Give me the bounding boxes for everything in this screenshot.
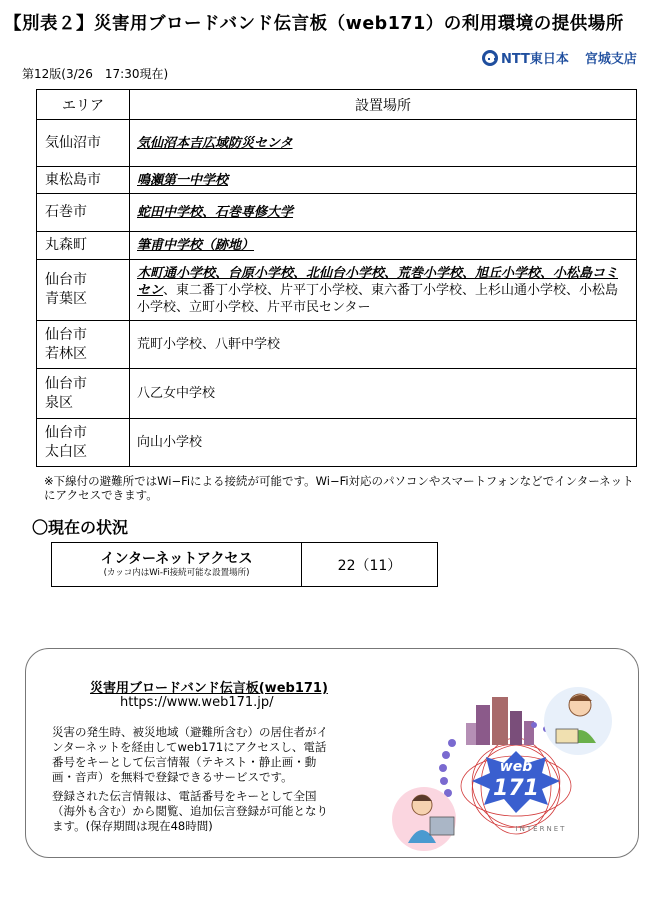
places-cell: [130, 419, 637, 467]
info-description-2: 登録された伝言情報は、電話番号をキーとして全国（海外も含む）から閲覧、追加伝言登録が可能となります。(保存期間は現在48時間): [52, 789, 328, 833]
area-cell: 東松島市: [37, 167, 130, 194]
place-text: 向山小学校: [137, 435, 203, 450]
table-header-row: [37, 90, 637, 120]
table-row: [37, 260, 637, 321]
wifi-place-link[interactable]: 筆甫中学校（跡地）: [137, 238, 255, 253]
area-cell: 仙台市 太白区: [37, 419, 130, 467]
status-heading: 〇現在の状況: [32, 518, 129, 537]
table-row: [37, 232, 637, 260]
status-label-cell: [52, 543, 302, 587]
ntt-logo: [482, 48, 637, 67]
web171-info-box: [25, 648, 639, 858]
logo-text-web: web: [499, 759, 533, 775]
place-text: 、東二番丁小学校、片平丁小学校、東六番丁小学校、上杉山通小学校、小松島小学校、立町小学校、片平市民センター: [137, 282, 619, 315]
area-cell: 仙台市 泉区: [37, 369, 130, 419]
wifi-place-link[interactable]: 木町通小学校、台原小学校、北仙台小学校、荒巻小学校、旭丘小学校、小松島コミセン: [137, 265, 619, 298]
area-cell: 仙台市 青葉区: [37, 260, 130, 321]
place-text: 八乙女中学校: [137, 386, 216, 401]
status-value: 22（11）: [302, 543, 438, 587]
area-cell: 石巻市: [37, 194, 130, 232]
person-laptop-icon: [544, 687, 612, 755]
table-row: [37, 321, 637, 369]
area-cell: 気仙沼市: [37, 120, 130, 167]
places-cell: [130, 369, 637, 419]
city-buildings-icon: [466, 697, 534, 745]
places-cell: [130, 260, 637, 321]
column-header-places: 設置場所: [130, 90, 637, 120]
company-name: NTT東日本: [501, 52, 569, 67]
column-header-area: エリア: [37, 90, 130, 120]
status-table: [51, 542, 438, 587]
ntt-logo-icon: [482, 50, 498, 66]
status-sublabel: (カッコ内はWi-Fi接続可能な設置場所): [103, 568, 250, 578]
places-cell: [130, 194, 637, 232]
wifi-place-link[interactable]: 蛇田中学校、石巻専修大学: [137, 205, 294, 220]
places-cell: [130, 167, 637, 194]
wifi-place-link[interactable]: 気仙沼本吉広域防災センタ: [137, 135, 293, 151]
table-row: [37, 194, 637, 232]
places-cell: [130, 321, 637, 369]
branch-name: 宮城支店: [584, 52, 637, 67]
wifi-place-link[interactable]: 鳴瀬第一中学校: [137, 172, 229, 188]
table-row: [37, 120, 637, 167]
person-computer-icon: [392, 787, 456, 851]
status-row: [52, 543, 438, 587]
logo-text-number: 171: [493, 776, 539, 801]
info-url-link[interactable]: https://www.web171.jp/: [120, 695, 274, 710]
location-table: [36, 89, 637, 467]
places-cell: [130, 120, 637, 167]
info-description: 災害の発生時、被災地域（避難所含む）の居住者がインターネットを経由してweb171にアクセスし、電話番号をキーとして伝言情報（テキスト・静止画・動画・音声）を無料で登録できるサービスです。: [52, 725, 328, 784]
edition-label: 第12版(3/26 17:30現在): [22, 67, 169, 81]
area-cell: 丸森町: [37, 232, 130, 260]
table-row: [37, 419, 637, 467]
wifi-note: ※下線付の避難所ではWi−Fiによる接続が可能です。Wi−Fi対応のパソコンやスマートフォンなどでインターネットにアクセスできます。: [44, 474, 634, 502]
table-row: [37, 369, 637, 419]
web171-illustration: [366, 671, 616, 853]
places-cell: [130, 232, 637, 260]
table-row: [37, 167, 637, 194]
area-cell: 仙台市 若林区: [37, 321, 130, 369]
place-text: 荒町小学校、八軒中学校: [137, 337, 281, 352]
logo-text-internet: INTERNET: [515, 825, 567, 833]
info-title: 災害用ブロードバンド伝言板(web171): [90, 681, 328, 696]
page-title: 【別表２】災害用ブロードバンド伝言板（web171）の利用環境の提供場所: [4, 14, 624, 34]
status-label: インターネットアクセス: [100, 551, 253, 567]
